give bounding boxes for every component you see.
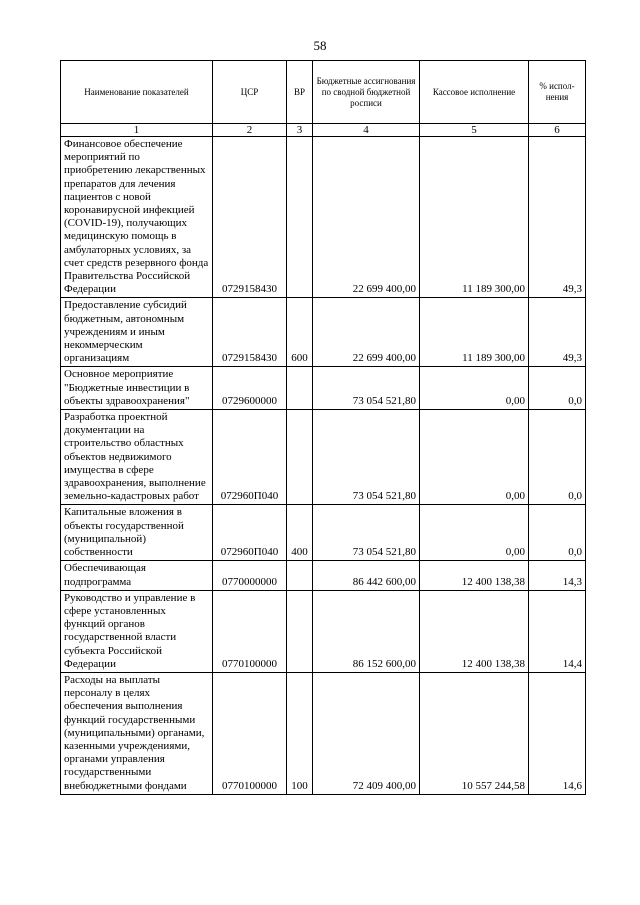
table-row (61, 505, 586, 561)
row-csr: 0729158430 (213, 298, 287, 367)
budget-execution-table (60, 60, 586, 795)
header-budget: Бюджетные ассигнования по сводной бюджетной росписи (313, 61, 420, 124)
header-row (61, 61, 586, 124)
row-budget: 86 152 600,00 (313, 590, 420, 672)
row-name: Основное мероприятие "Бюджетные инвестиции в объекты здравоохранения" (61, 367, 213, 410)
row-csr: 0729600000 (213, 367, 287, 410)
column-number-row (61, 124, 586, 137)
column-number: 1 (61, 124, 213, 137)
row-name: Предоставление субсидий бюджетным, автономным учреждениям и иным некоммерческим организациям (61, 298, 213, 367)
column-number: 2 (213, 124, 287, 137)
row-vr (287, 590, 313, 672)
header-name: Наименование показателей (61, 61, 213, 124)
row-name: Руководство и управление в сфере установленных функций органов государственной власти субъекта Российской Федерации (61, 590, 213, 672)
row-cash: 11 189 300,00 (420, 298, 529, 367)
table-row (61, 298, 586, 367)
row-cash: 11 189 300,00 (420, 137, 529, 298)
row-budget: 73 054 521,80 (313, 367, 420, 410)
column-number: 5 (420, 124, 529, 137)
row-csr: 0770100000 (213, 672, 287, 794)
row-cash: 0,00 (420, 505, 529, 561)
row-name: Финансовое обеспечение мероприятий по приобретению лекарственных препаратов для лечения пациентов с новой коронавирусной инфекцией (COVID-19), получающих медицинскую помощь в амбулаторных условиях, за счет средств резервного фонда Правительства Российской Федерации (61, 137, 213, 298)
header-cash: Кассовое исполнение (420, 61, 529, 124)
table-row (61, 137, 586, 298)
row-csr: 072960П040 (213, 505, 287, 561)
column-number: 6 (529, 124, 586, 137)
row-percent: 49,3 (529, 137, 586, 298)
row-percent: 14,3 (529, 561, 586, 590)
row-cash: 0,00 (420, 367, 529, 410)
row-csr: 0729158430 (213, 137, 287, 298)
row-vr (287, 561, 313, 590)
row-vr (287, 137, 313, 298)
row-percent: 14,4 (529, 590, 586, 672)
header-percent: % испол-нения (529, 61, 586, 124)
row-vr: 100 (287, 672, 313, 794)
row-csr: 0770000000 (213, 561, 287, 590)
row-budget: 86 442 600,00 (313, 561, 420, 590)
row-cash: 12 400 138,38 (420, 590, 529, 672)
row-budget: 72 409 400,00 (313, 672, 420, 794)
table-row (61, 561, 586, 590)
row-vr (287, 410, 313, 505)
row-percent: 14,6 (529, 672, 586, 794)
row-percent: 0,0 (529, 367, 586, 410)
column-number: 3 (287, 124, 313, 137)
row-name: Обеспечивающая подпрограмма (61, 561, 213, 590)
row-vr: 400 (287, 505, 313, 561)
row-name: Расходы на выплаты персоналу в целях обеспечения выполнения функций государственными (муниципальными) органами, казенными учреждениями, органами управления государственными внебюджетными фондами (61, 672, 213, 794)
table-row (61, 410, 586, 505)
header-vr: ВР (287, 61, 313, 124)
row-budget: 73 054 521,80 (313, 505, 420, 561)
row-name: Разработка проектной документации на строительство областных объектов недвижимого имущества в сфере здравоохранения, выполнение земельно-кадастровых работ (61, 410, 213, 505)
row-csr: 0770100000 (213, 590, 287, 672)
row-cash: 0,00 (420, 410, 529, 505)
row-percent: 0,0 (529, 505, 586, 561)
table-row (61, 590, 586, 672)
row-percent: 0,0 (529, 410, 586, 505)
page-number: 58 (313, 38, 327, 53)
row-budget: 73 054 521,80 (313, 410, 420, 505)
header-csr: ЦСР (213, 61, 287, 124)
row-vr (287, 367, 313, 410)
row-name: Капитальные вложения в объекты государственной (муниципальной) собственности (61, 505, 213, 561)
row-budget: 22 699 400,00 (313, 298, 420, 367)
row-csr: 072960П040 (213, 410, 287, 505)
table-row (61, 367, 586, 410)
table-row (61, 672, 586, 794)
row-percent: 49,3 (529, 298, 586, 367)
row-cash: 10 557 244,58 (420, 672, 529, 794)
row-budget: 22 699 400,00 (313, 137, 420, 298)
column-number: 4 (313, 124, 420, 137)
row-cash: 12 400 138,38 (420, 561, 529, 590)
row-vr: 600 (287, 298, 313, 367)
